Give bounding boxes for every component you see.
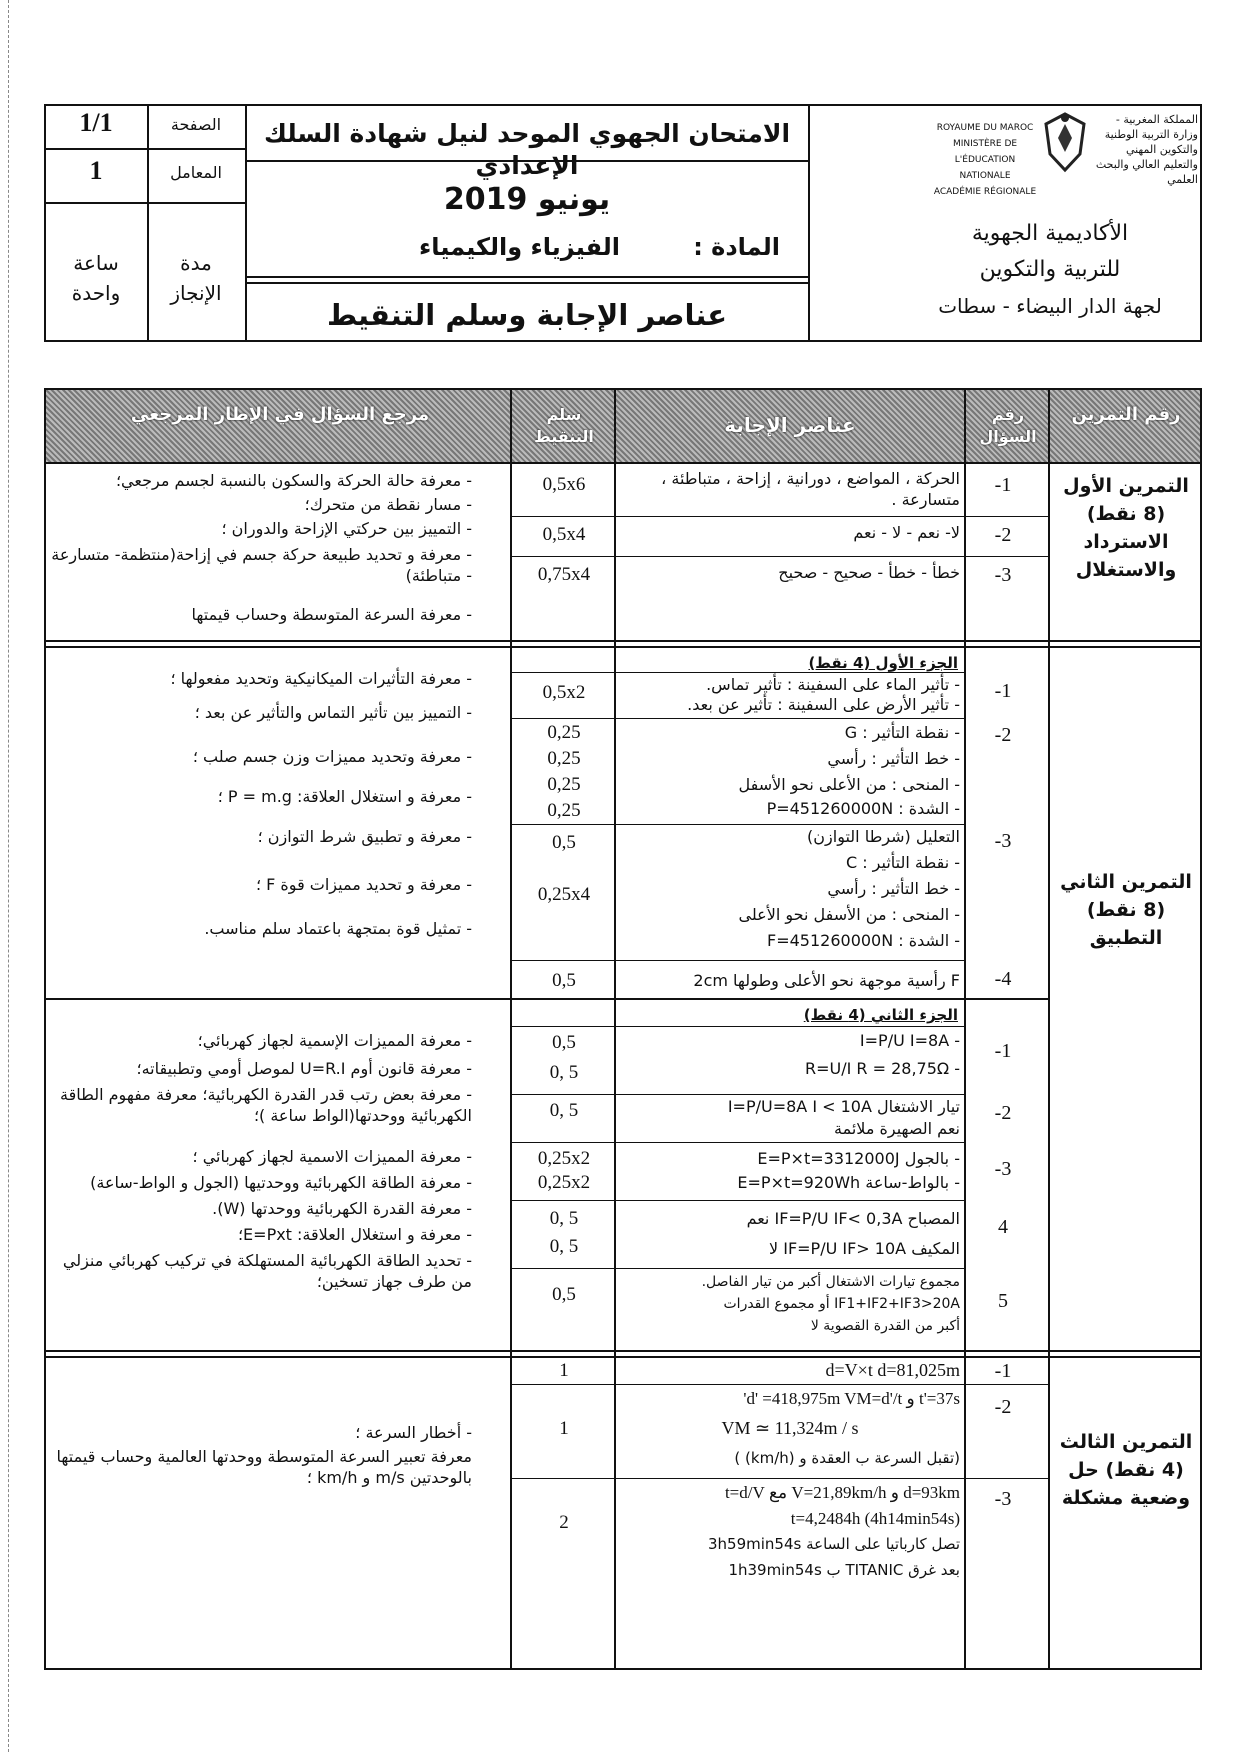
ex2-p1-objective: - معرفة وتحديد مميزات وزن جسم صلب ؛ (192, 747, 472, 766)
ex2-p2-a5-line: أكبر من القدرة القصوية لا (810, 1318, 960, 1334)
ex2-p2-a2-line: تيار الاشتغال I=P/U=8A I < 10A (727, 1097, 960, 1116)
ex3-q2: -2 (994, 1396, 1012, 1418)
ex2-p2-objective: - معرفة بعض رتب قدر القدرة الكهربائية؛ معرفة مفهوم الطاقة الكهربائية ووحدتها(الواط ساعة )؛ (60, 1085, 472, 1125)
ex1-p1: 0,5x6 (542, 474, 586, 495)
ex2-p1-objective: - تمثيل قوة بمتجهة باعتماد سلم مناسب. (204, 919, 472, 938)
duration-label: مدة الإنجاز (170, 251, 222, 305)
exercise3-title: التمرين الثالث (4 نقط) حل وضعية مشكلة (1059, 1431, 1193, 1509)
ex2-p1-a4-line: F رأسية موجهة نحو الأعلى وطولها 2cm (693, 971, 960, 990)
ex2-p1-p3: 0,25x4 (537, 884, 591, 905)
ex2-p1-p1: 0,5x2 (542, 682, 586, 703)
ex3-p2: 1 (559, 1418, 569, 1439)
ex2-p1-q4: -4 (994, 968, 1012, 990)
ex3-a3-line: بعد غرق TITANIC ب 1h39min54s (728, 1561, 960, 1579)
page-label: الصفحة (170, 115, 222, 134)
ex2-p2-a5-line: IF1+IF2+IF3>20A أو مجموع القدرات (723, 1296, 960, 1312)
ex2-p2-objective: - معرفة القدرة الكهربائية ووحدتها (W). (212, 1199, 472, 1218)
ex2-p1-a2-line: - المنحى : من الأعلى نحو الأسفل (738, 775, 960, 794)
header-reference: مرجع السؤال في الإطار المرجعي (130, 404, 430, 425)
ex3-q3: -3 (994, 1488, 1012, 1510)
ex2-p1-p2: 0,25 (547, 774, 581, 795)
ex2-p1-a2-line: - نقطة التأثير : G (844, 723, 960, 742)
ex2-p2-objective: - معرفة المميزات الاسمية لجهاز كهربائي ؛ (192, 1147, 472, 1166)
ex3-a3-line: تصل كارباتيا على الساعة 3h59min54s (707, 1535, 960, 1553)
ex2-p1-objective: - معرفة و تحديد مميزات قوة F ؛ (255, 875, 472, 894)
ex2-p2-a1-line: - I=P/U I=8A (859, 1031, 960, 1050)
ex3-a2-line: VM ≃ 11,324m / s (721, 1418, 859, 1438)
ex1-objective: - التمييز بين حركتي الإزاحة والدوران ؛ (221, 519, 472, 538)
ex2-p1-a3-line: - المنحى : من الأسفل نحو الأعلى (738, 905, 960, 924)
page-value: 1/1 (79, 108, 113, 137)
ex2-p2-objective: - معرفة و استغلال العلاقة: E=Pxt؛ (237, 1225, 472, 1244)
ex2-p1-q3: -3 (994, 830, 1012, 852)
ministry-text: المملكة المغربية - وزارة التربية الوطنية والتكوين المهني والتعليم العالي والبحث العلمي (1095, 113, 1198, 186)
ex2-p2-objective: - معرفة المميزات الإسمية لجهاز كهربائي؛ (197, 1031, 472, 1050)
ex2-p2-q2: -2 (994, 1102, 1012, 1124)
ex1-a2: لا- نعم - لا - نعم (853, 523, 960, 542)
ex2-p1-p2: 0,25 (547, 748, 581, 769)
ex3-a3-line: (4h14min54s) t=4,2484h (790, 1509, 960, 1528)
ex2-p2-a5-line: مجموع تيارات الاشتغال أكبر من تيار الفاصل. (701, 1274, 960, 1290)
ex2-p1-a2-line: - الشدة : P=451260000N (766, 799, 960, 818)
header-question: رقم السؤال (979, 405, 1037, 446)
ex2-p2-a3-line: - بالجول E=P×t=3312000J (757, 1149, 960, 1168)
document-title: عناصر الإجابة وسلم التنقيط (326, 298, 728, 332)
ex2-p2-p3: 0,25x2 (537, 1148, 591, 1169)
session-date: يونيو 2019 (443, 182, 611, 217)
header-points: سلم التنقيط (534, 405, 594, 446)
ex2-p2-a4-line: المكيف IF=P/U IF> 10A لا (769, 1239, 960, 1258)
subject-name: الفيزياء والكيمياء (419, 233, 620, 261)
exam-title: الامتحان الجهوي الموحد لنيل شهادة السلك الإعدادي (263, 119, 791, 180)
ex2-p1-a3-line: - الشدة : F=451260000N (767, 931, 960, 950)
ex2-p2-objective: - معرفة الطاقة الكهربائية ووحدتيها (الجول و الواط-ساعة) (90, 1173, 472, 1192)
ex2-p2-a3-line: - بالواط-ساعة E=P×t=920Wh (737, 1173, 960, 1192)
ex2-p1-q1: -1 (994, 680, 1012, 702)
ex1-q3: -3 (994, 564, 1012, 586)
ex2-p2-p1: 0, 5 (549, 1062, 579, 1083)
ex3-p1: 1 (559, 1360, 569, 1381)
ex2-p1-a1-line: - تأثير الماء على السفينة : تأثير تماس. (706, 675, 960, 694)
ministry-logo (1040, 110, 1090, 174)
header-exercise: رقم التمرين (1071, 404, 1181, 425)
ex3-a2-line: t'=37s و d' =418,975m VM=d'/t' (743, 1389, 960, 1408)
exercise1-title: التمرين الأول (8 نقط) الاسترداد والاستغلال (1063, 475, 1189, 581)
ex2-p1-p2: 0,25 (547, 722, 581, 743)
academy-line2: للتربية والتكوين (979, 257, 1121, 282)
ex2-p2-a4-line: المصباح IF=P/U IF< 0,3A نعم (746, 1209, 960, 1228)
ex2-p2-p1: 0,5 (552, 1032, 576, 1053)
ex3-q1: -1 (994, 1360, 1012, 1382)
ex1-a3: خطأ - خطأ - صحيح - صحيح (778, 563, 960, 582)
ministry-latin-text: ROYAUME DU MAROC MINISTÈRE DE L'ÉDUCATION NATIONALE ACADÉMIE RÉGIONALE (933, 123, 1037, 197)
ex2-p1-p4: 0,5 (552, 970, 576, 991)
academy-line1: الأكاديمية الجهوية (971, 221, 1129, 246)
ex2-p2-p5: 0,5 (552, 1284, 576, 1305)
ex2-part2-title: الجزء الثاني (4 نقط) (803, 1006, 958, 1024)
ex3-a2-line: (تقبل السرعة ب العقدة و (km/h) ) (734, 1449, 960, 1467)
coef-label: المعامل (170, 163, 222, 182)
ex2-p1-p2: 0,25 (547, 800, 581, 821)
ex3-p3: 2 (559, 1512, 569, 1533)
ex2-p1-q2: -2 (994, 724, 1012, 746)
duration-value: ساعة واحدة (71, 251, 121, 305)
ex2-p1-a2-line: - خط التأثير : رأسي (827, 749, 960, 768)
ex2-p1-p3: 0,5 (552, 832, 576, 853)
ex2-p2-p2: 0, 5 (549, 1100, 579, 1121)
ex1-objective: - معرفة حالة الحركة والسكون بالنسبة لجسم مرجعي؛ (115, 471, 472, 490)
ex2-p2-p4: 0, 5 (549, 1208, 579, 1229)
ex2-p1-a3-line: - خط التأثير : رأسي (827, 879, 960, 898)
ex3-objective: معرفة تعبير السرعة المتوسطة ووحدتها العالمية وحساب قيمتها بالوحدتين m/s و km/h ؛ (56, 1447, 472, 1487)
ex1-p3: 0,75x4 (537, 564, 591, 585)
ex1-q1: -1 (994, 474, 1012, 496)
exercise2-title: التمرين الثاني (8 نقط) التطبيق (1060, 871, 1192, 949)
ex2-p2-a2-line: نعم الصهيرة ملائمة (834, 1119, 960, 1138)
ex2-p2-q3: -3 (994, 1158, 1012, 1180)
ex2-p2-q5: 5 (998, 1290, 1008, 1312)
ex1-objective: - مسار نقطة من متحرك؛ (304, 495, 472, 514)
header-answer: عناصر الإجابة (724, 413, 856, 437)
ex2-p1-a3-line: التعليل (شرطا التوازن) (807, 827, 960, 846)
ex2-p2-a1-line: - R=U/I R = 28,75Ω (804, 1059, 960, 1078)
ex1-objective: - معرفة و تحديد طبيعة حركة جسم في إزاحة(منتظمة- متسارعة - متباطئة) (51, 545, 472, 585)
ex2-p2-objective: - تحديد الطاقة الكهربائية المستهلكة في تركيب كهربائي منزلي من طرف جهاز تسخين؛ (62, 1251, 472, 1291)
ex2-p1-objective: - التمييز بين تأثير التماس والتأثير عن بعد ؛ (194, 703, 472, 722)
coef-value: 1 (89, 156, 103, 185)
ex2-part1-title: الجزء الأول (4 نقط) (808, 654, 958, 672)
ex2-p2-objective: - معرفة قانون أوم U=R.I لموصل أومي وتطبيقاته؛ (136, 1059, 472, 1078)
ex2-p1-a3-line: - نقطة التأثير : C (845, 853, 960, 872)
ex2-p1-objective: - معرفة التأثيرات الميكانيكية وتحديد مفعولها ؛ (170, 669, 472, 688)
subject-label: المادة : (693, 233, 780, 261)
ex1-q2: -2 (994, 524, 1012, 546)
ex2-p2-q1: -1 (994, 1040, 1012, 1062)
ex1-p2: 0,5x4 (542, 524, 586, 545)
ex2-p2-p4: 0, 5 (549, 1236, 579, 1257)
scan-margin-line (8, 0, 10, 1752)
ex2-p1-a1-line: - تأثير الأرض على السفينة : تأثير عن بعد. (687, 695, 960, 714)
ex2-p1-objective: - معرفة و استغلال العلاقة: P = m.g ؛ (217, 787, 472, 806)
ex2-p2-p3: 0,25x2 (537, 1172, 591, 1193)
ex3-a1-line: d=V×t d=81,025m (825, 1360, 960, 1380)
ex3-objective: - أخطار السرعة ؛ (355, 1423, 472, 1442)
ex1-a1: الحركة ، المواضع ، دورانية ، إزاحة ، متباطئة ، متسارعة . (661, 469, 960, 509)
academy-line3: لجهة الدار البيضاء - سطات (938, 294, 1162, 318)
ex3-a3-line: d=93km و V=21,89km/h مع t=d/V (724, 1483, 960, 1502)
ex1-objective: - معرفة السرعة المتوسطة وحساب قيمتها (191, 605, 472, 624)
ex2-p1-objective: - معرفة و تطبيق شرط التوازن ؛ (257, 827, 472, 846)
ex2-p2-q4: 4 (998, 1216, 1008, 1238)
